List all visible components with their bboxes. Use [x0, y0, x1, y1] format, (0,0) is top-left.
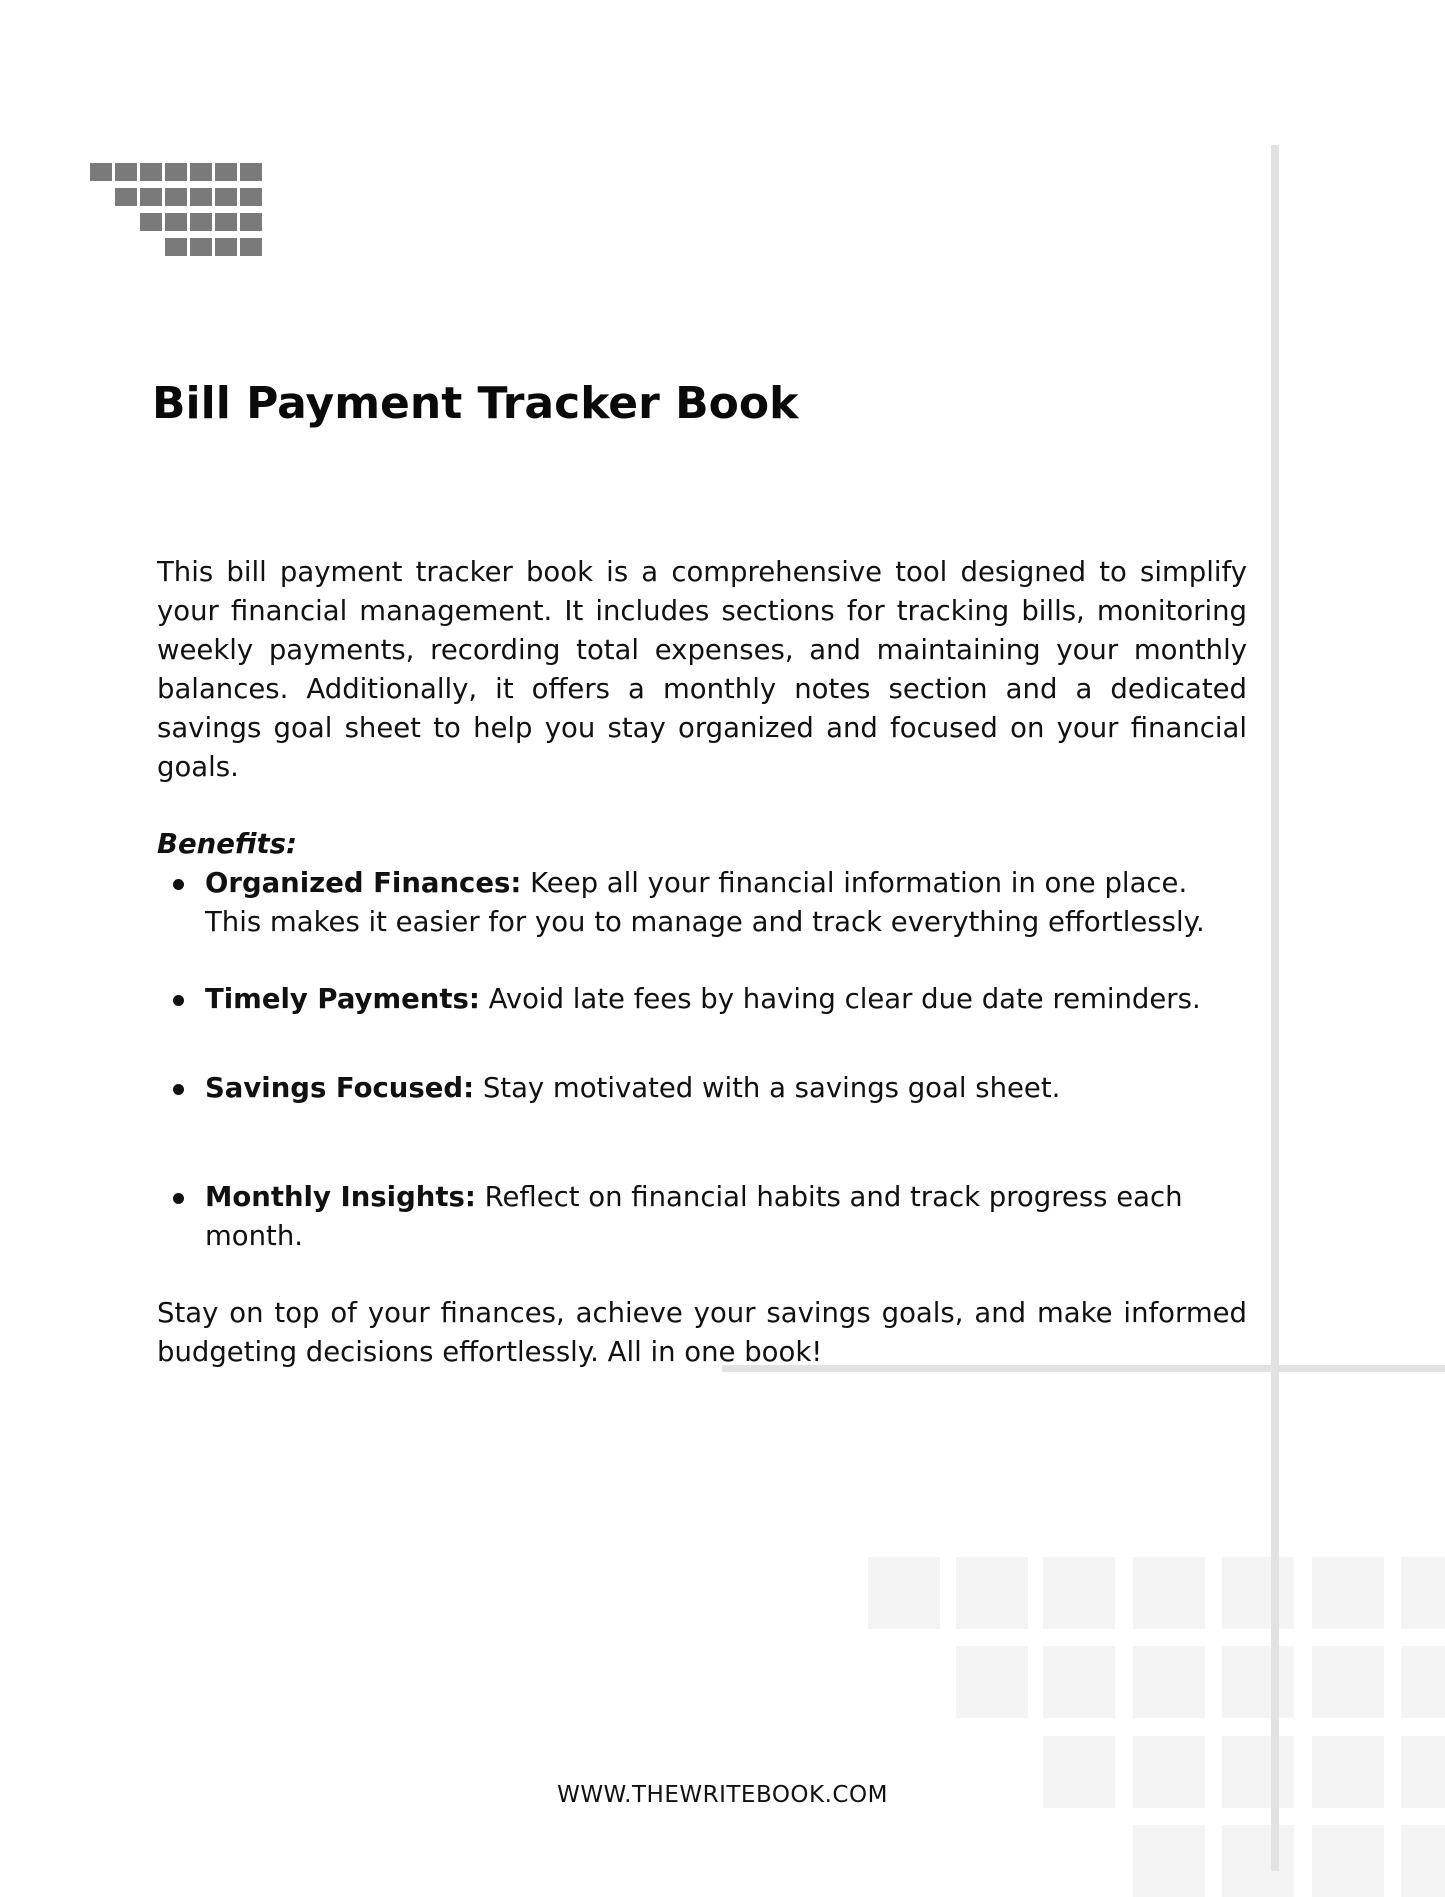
closing-paragraph: Stay on top of your finances, achieve your savings goals, and make informed budgeting decisions effortlessly. All in one book! — [157, 1297, 1247, 1368]
benefit-text: Reflect on financial habits and track progress each month. — [205, 1181, 1183, 1252]
benefit-text: Keep all your financial information in one place. — [530, 867, 1188, 899]
benefit-text-continued: This makes it easier for you to manage and track everything effortlessly. — [205, 906, 1205, 938]
list-item — [157, 864, 1247, 942]
intro-paragraph: This bill payment tracker book is a comprehensive tool designed to simplify your financial management. It includes sections for tracking bills, monitoring weekly payments, recording total expenses, and maintaining your monthly balances. Additionally, it offers a monthly notes section and a dedicated savings goal sheet to help you stay organized and focused on your financial goals. — [157, 556, 1247, 783]
document-body — [157, 553, 1247, 1372]
list-item — [157, 1178, 1247, 1256]
benefits-list — [157, 864, 1247, 1256]
list-item — [157, 980, 1247, 1019]
benefit-label: Organized Finances: — [205, 867, 522, 899]
benefits-heading: Benefits: — [157, 828, 297, 860]
list-item — [157, 1069, 1247, 1108]
vertical-divider — [1271, 145, 1279, 1871]
benefit-label: Timely Payments: — [205, 983, 480, 1015]
benefit-text: Stay motivated with a savings goal sheet. — [482, 1072, 1061, 1104]
benefit-label: Savings Focused: — [205, 1072, 475, 1104]
benefit-text: Avoid late fees by having clear due date reminders. — [488, 983, 1201, 1015]
benefit-label: Monthly Insights: — [205, 1181, 476, 1213]
footer-url: WWW.THEWRITEBOOK.COM — [557, 1782, 888, 1808]
page-title: Bill Payment Tracker Book — [152, 378, 799, 429]
